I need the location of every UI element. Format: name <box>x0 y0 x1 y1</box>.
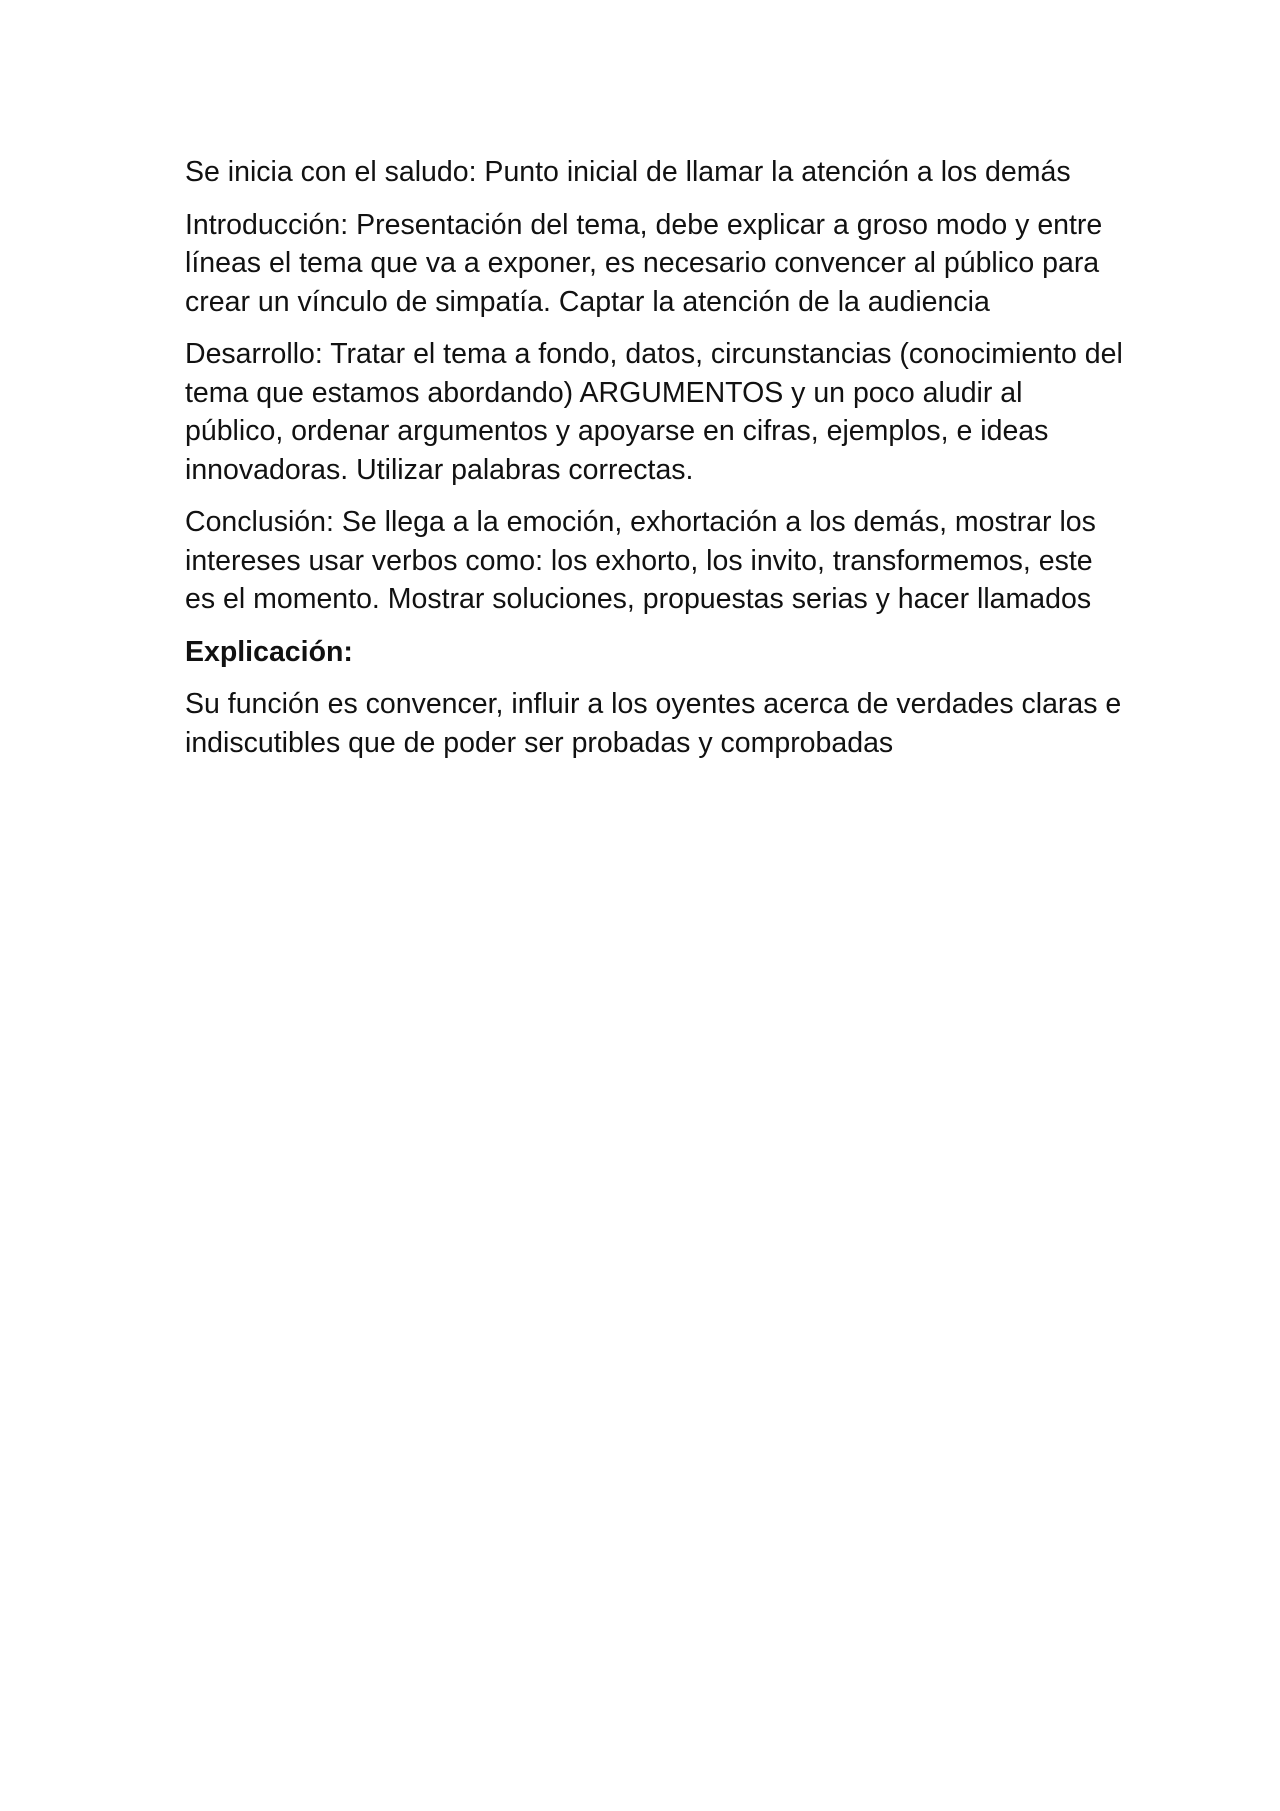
paragraph-desarrollo: Desarrollo: Tratar el tema a fondo, datos, circunstancias (conocimiento del tema que estamos abordando) ARGUMENTOS y un poco aludir al público, ordenar argumentos y apoyarse en cifras, ejemplos, e ideas innovadoras. Utilizar palabras correctas. <box>185 338 1123 486</box>
paragraph-explicacion: Su función es convencer, influir a los oyentes acerca de verdades claras e indiscutibles que de poder ser probadas y comprobadas <box>185 688 1122 759</box>
document-body <box>185 153 1125 776</box>
paragraph-introduccion: Introducción: Presentación del tema, debe explicar a groso modo y entre líneas el tema que va a exponer, es necesario convencer al público para crear un vínculo de simpatía. Captar la atención de la audiencia <box>185 208 1103 318</box>
paragraph-conclusion: Conclusión: Se llega a la emoción, exhortación a los demás, mostrar los intereses usar verbos como: los exhorto, los invito, transformemos, este es el momento. Mostrar soluciones, propuestas serias y hacer llamados <box>185 506 1096 615</box>
paragraph-saludo: Se inicia con el saludo: Punto inicial de llamar la atención a los demás <box>185 156 1071 188</box>
section-heading: Explicación: <box>185 635 353 668</box>
